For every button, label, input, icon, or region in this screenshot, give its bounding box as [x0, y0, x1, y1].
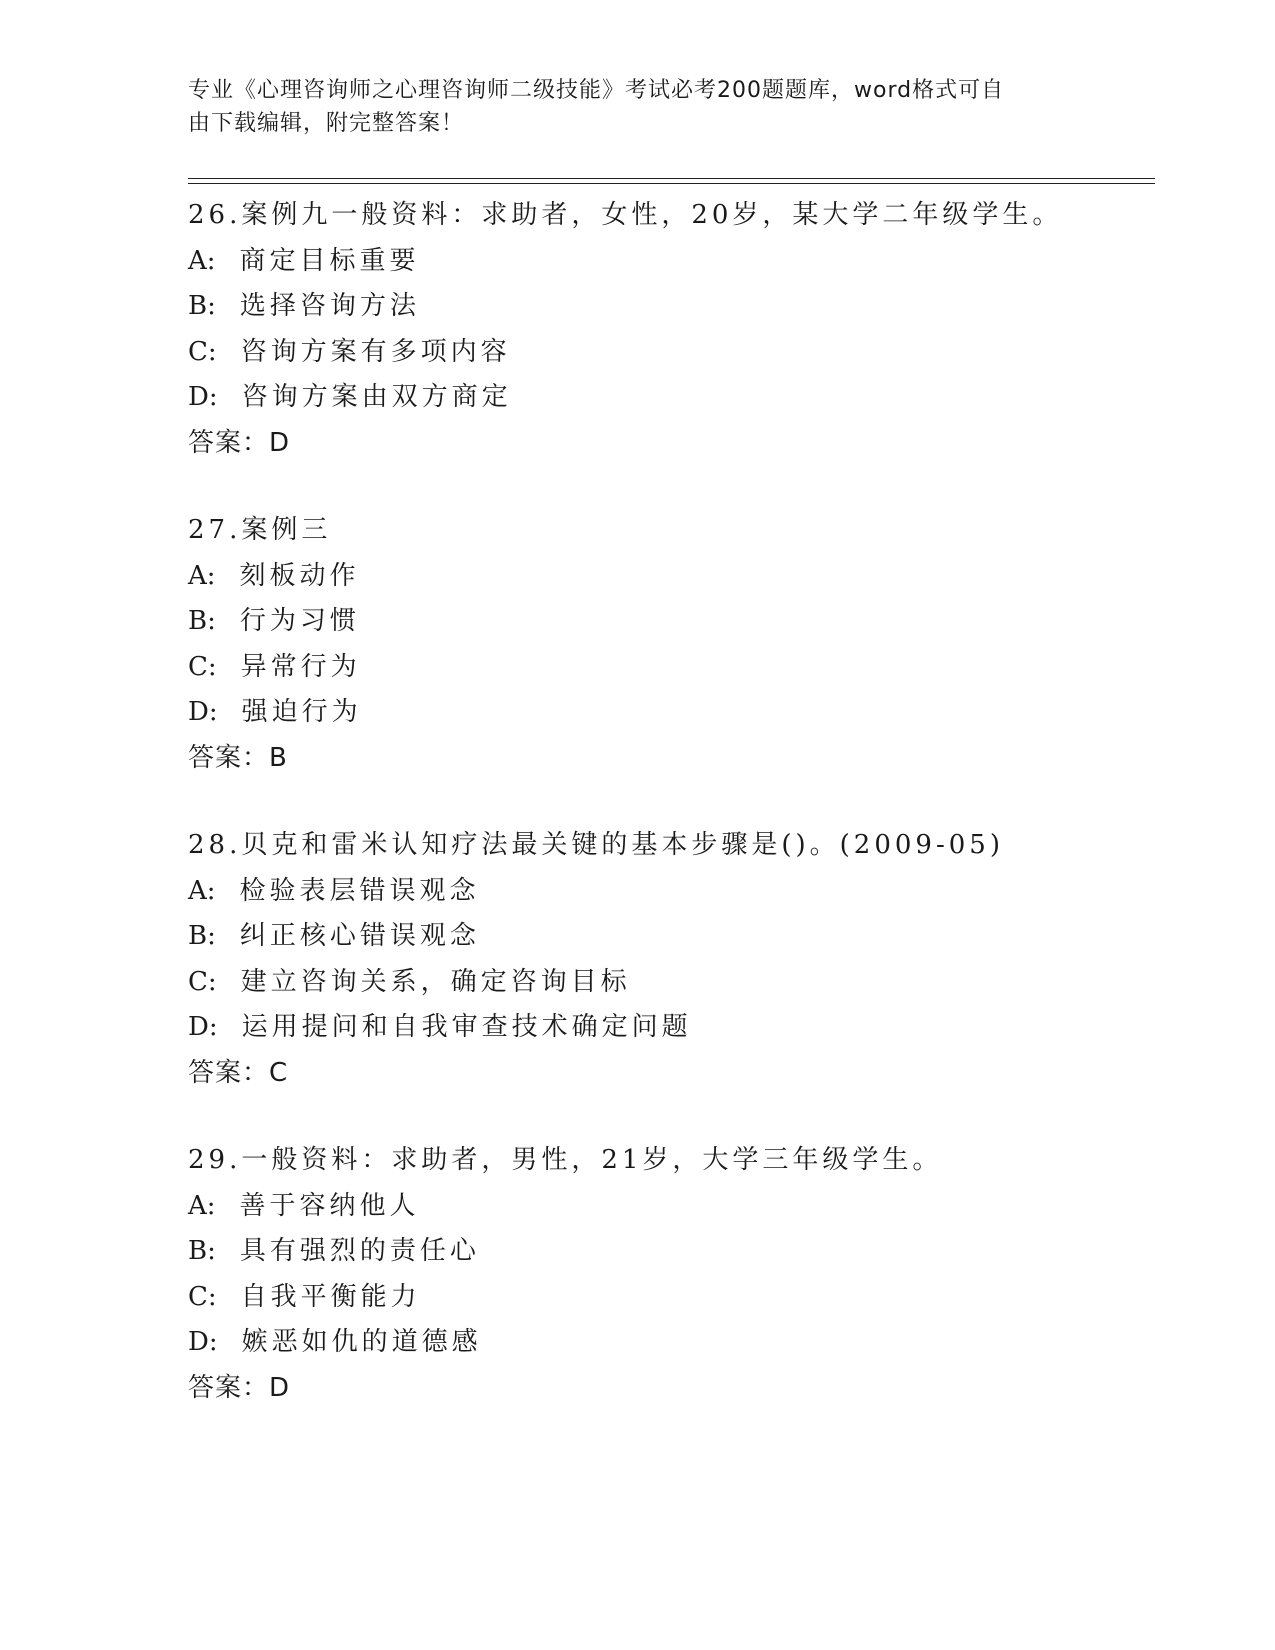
- question-stem: 29.一般资料：求助者，男性，21岁，大学三年级学生。: [188, 1145, 943, 1175]
- question-stem: 26.案例九一般资料：求助者，女性，20岁，某大学二年级学生。: [188, 200, 1063, 230]
- option-text: 具有强烈的责任心: [239, 1236, 480, 1266]
- option-a: [188, 869, 1148, 915]
- option-key: D:: [188, 382, 218, 412]
- option-text: 咨询方案由双方商定: [241, 382, 512, 412]
- option-text: 纠正核心错误观念: [239, 921, 480, 951]
- option-text: 善于容纳他人: [239, 1190, 420, 1221]
- question-list: [188, 193, 1148, 1453]
- question-26: [188, 193, 1148, 466]
- option-text: 强迫行为: [241, 697, 362, 727]
- option-text: 选择咨询方法: [239, 291, 420, 321]
- option-b: [188, 914, 1148, 960]
- option-c: [188, 645, 1148, 691]
- option-text: 刻板动作: [239, 560, 360, 591]
- option-a: [188, 1184, 1148, 1230]
- option-key: C:: [188, 336, 217, 367]
- option-key: D:: [188, 1327, 218, 1357]
- question-27: [188, 508, 1148, 781]
- option-b: [188, 1229, 1148, 1275]
- option-key: A:: [188, 245, 216, 276]
- answer-line: 答案：C: [188, 1057, 289, 1088]
- option-b: [188, 284, 1148, 330]
- option-d: [188, 1320, 1148, 1366]
- option-text: 商定目标重要: [239, 245, 420, 276]
- answer-line: 答案：D: [188, 1372, 291, 1403]
- option-d: [188, 1005, 1148, 1051]
- option-key: A:: [188, 560, 216, 591]
- question-stem: 27.案例三: [188, 515, 332, 545]
- option-text: 咨询方案有多项内容: [240, 336, 511, 367]
- option-key: B:: [188, 291, 216, 321]
- question-stem: 28.贝克和雷米认知疗法最关键的基本步骤是()。(2009-05): [188, 830, 1004, 860]
- option-d: [188, 690, 1148, 736]
- option-text: 行为习惯: [239, 606, 360, 636]
- option-b: [188, 599, 1148, 645]
- option-key: A:: [188, 1190, 216, 1221]
- option-text: 运用提问和自我审查技术确定问题: [241, 1012, 692, 1042]
- option-key: B:: [188, 606, 216, 636]
- option-key: D:: [188, 1012, 218, 1042]
- question-29: [188, 1138, 1148, 1411]
- question-28: [188, 823, 1148, 1096]
- option-c: [188, 960, 1148, 1006]
- option-c: [188, 330, 1148, 376]
- option-text: 自我平衡能力: [240, 1281, 421, 1312]
- answer-line: 答案：B: [188, 742, 288, 773]
- header-divider-top: [188, 178, 1155, 179]
- answer-line: 答案：D: [188, 427, 291, 458]
- option-key: A:: [188, 875, 216, 906]
- option-key: C:: [188, 966, 217, 997]
- option-a: [188, 554, 1148, 600]
- option-d: [188, 375, 1148, 421]
- option-a: [188, 239, 1148, 285]
- option-text: 嫉恶如仇的道德感: [241, 1327, 482, 1357]
- option-key: B:: [188, 921, 216, 951]
- option-key: D:: [188, 697, 218, 727]
- header-line-1: 专业《心理咨询师之心理咨询师二级技能》考试必考200题题库，word格式可自: [188, 78, 1005, 103]
- option-text: 检验表层错误观念: [239, 875, 480, 906]
- option-key: B:: [188, 1236, 216, 1266]
- header-line-2: 由下载编辑，附完整答案！: [188, 111, 465, 136]
- option-key: C:: [188, 1281, 217, 1312]
- header-divider-bottom: [188, 183, 1155, 184]
- option-c: [188, 1275, 1148, 1321]
- option-key: C:: [188, 651, 217, 682]
- option-text: 异常行为: [240, 651, 361, 682]
- option-text: 建立咨询关系，确定咨询目标: [240, 966, 631, 997]
- document-header: [188, 74, 1088, 140]
